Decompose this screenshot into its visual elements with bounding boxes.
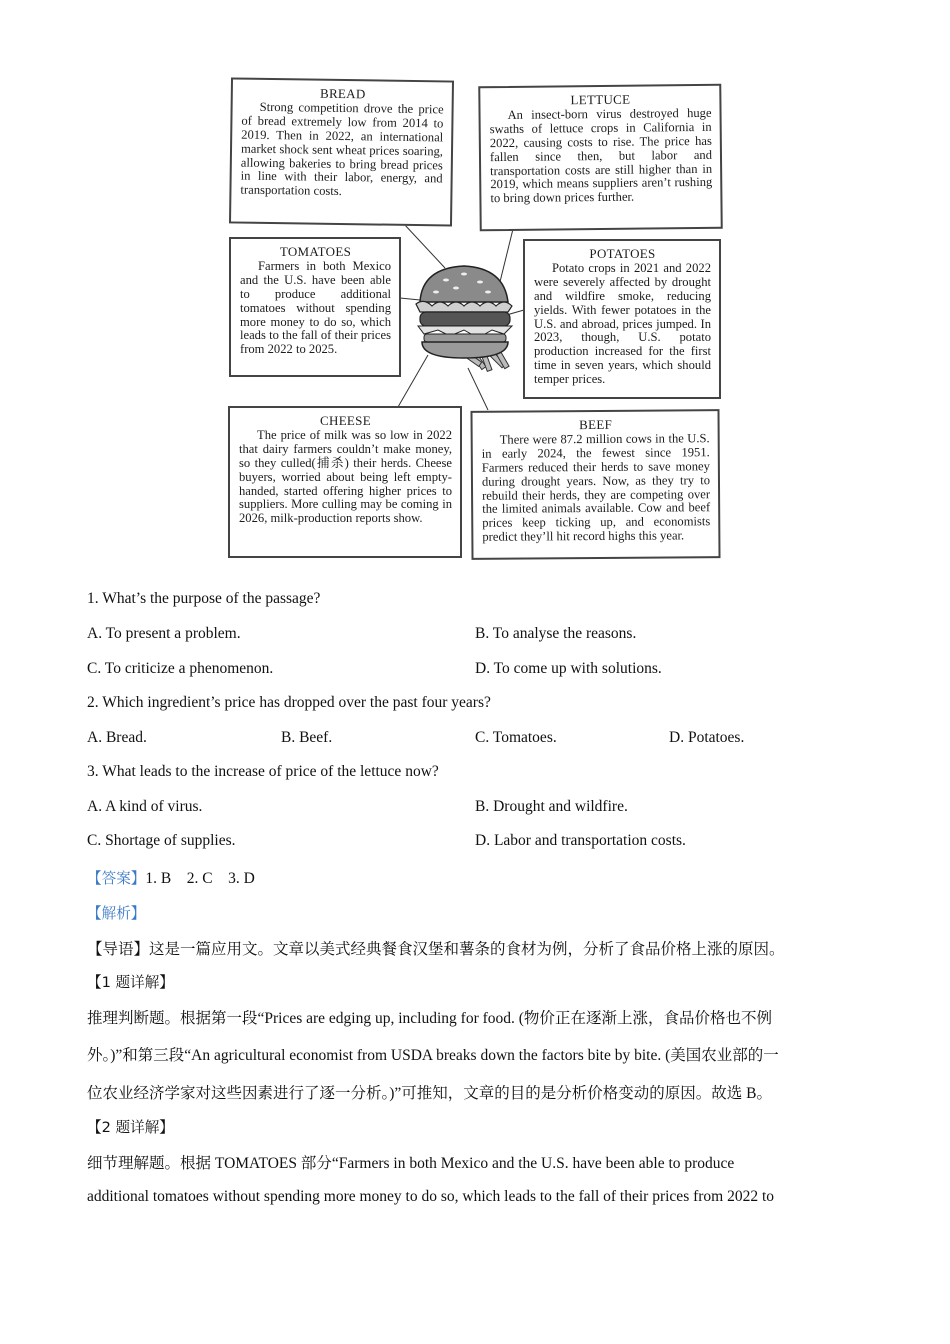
food-price-infographic xyxy=(0,0,950,570)
question-2-stem: 2. Which ingredient’s price has dropped over the past four years? xyxy=(87,694,491,711)
question-3-option-c: C. Shortage of supplies. xyxy=(87,832,236,849)
potatoes-text: Potato crops in 2021 and 2022 were severely affected by drought and wildfire smoke, reducing yields. With fewer potatoes in the U.S. and abroad, prices jumped. In 2023, though, U.S. potato production increased for the first time in seven years, which should temper prices. xyxy=(534,260,711,387)
beef-title: BEEF xyxy=(579,416,613,433)
question-1-stem: 1. What’s the purpose of the passage? xyxy=(87,590,321,607)
burger-fries-icon xyxy=(408,258,526,380)
tomatoes-title: TOMATOES xyxy=(279,244,352,259)
answer-text: 1. B 2. C 3. D xyxy=(145,870,255,887)
question-1-option-c: C. To criticize a phenomenon. xyxy=(87,660,274,677)
tomatoes-text: Farmers in both Mexico and the U.S. have been able to produce additional tomatoes without spending more money to do so, which leads to the fall of their prices from 2022 to 2025. xyxy=(240,258,391,357)
tomatoes-box xyxy=(229,237,401,377)
question-2-option-d: D. Potatoes. xyxy=(669,729,745,746)
question-3-option-b: B. Drought and wildfire. xyxy=(475,798,628,815)
analysis-intro: 【导语】这是一篇应用文。文章以美式经典餐食汉堡和薯条的食材为例，分析了食品价格上涨的原因。 xyxy=(87,940,785,958)
lettuce-box xyxy=(478,84,723,232)
question-2-option-a: A. Bread. xyxy=(87,729,147,746)
question-2-option-c: C. Tomatoes. xyxy=(475,729,557,746)
question-3-stem: 3. What leads to the increase of price of the lettuce now? xyxy=(87,763,439,780)
lettuce-text: An insect-born virus destroyed huge swaths of lettuce crops in California in 2022, causing costs to rise. The price has fallen since then, but labor and transportation costs are still higher than in 2019, which means suppliers aren’t rushing to bring down prices further. xyxy=(489,105,713,206)
potatoes-title: POTATOES xyxy=(589,246,656,261)
bread-box xyxy=(229,77,454,226)
beef-box xyxy=(470,409,720,560)
potatoes-box xyxy=(523,239,721,399)
question-1-option-b: B. To analyse the reasons. xyxy=(475,625,637,642)
bread-title: BREAD xyxy=(319,85,366,102)
q2-detail-heading: 【2 题详解】 xyxy=(87,1119,174,1136)
beef-text: There were 87.2 million cows in the U.S. in early 2024, the fewest since 1951. Farmers reduced their herds to save money during drought years. Now, as they try to rebuild their herds, they are competing over the limited animals available. Cow and beef prices keep ticking up, and economists predict they’ll hit record highs this year. xyxy=(481,431,711,545)
q2-detail-line-1: 细节理解题。根据 TOMATOES 部分“Farmers in both Mexico and the U.S. have been able to produce xyxy=(87,1155,735,1172)
bread-text: Strong competition drove the price of bread extremely low from 2014 to 2019. Then in 2022, an international market shock sent wheat prices soaring, allowing bakeries to bring bread prices in line with their labor, energy, and transportation costs. xyxy=(240,99,444,199)
q1-detail-line-1: 推理判断题。根据第一段“Prices are edging up, including for food. (物价正在逐渐上涨，食品价格也不例 xyxy=(87,1010,772,1027)
question-1-option-d: D. To come up with solutions. xyxy=(475,660,662,677)
question-2-option-b: B. Beef. xyxy=(281,729,333,746)
question-3-option-d: D. Labor and transportation costs. xyxy=(475,832,686,849)
cheese-box xyxy=(228,406,462,558)
question-3-option-a: A. A kind of virus. xyxy=(87,798,203,815)
lettuce-title: LETTUCE xyxy=(570,91,631,108)
question-1-option-a: A. To present a problem. xyxy=(87,625,241,642)
q1-detail-line-2: 外。)”和第三段“An agricultural economist from USDA breaks down the factors bite by bite. (美国农业部的一 xyxy=(87,1047,779,1064)
answer-label: 【答案】 xyxy=(87,870,146,887)
cheese-title: CHEESE xyxy=(320,413,371,428)
q1-detail-line-3: 位农业经济学家对这些因素进行了逐一分析。)”可推知，文章的目的是分析价格变动的原因。故选 B。 xyxy=(87,1085,773,1102)
q2-detail-line-2: additional tomatoes without spending more money to do so, which leads to the fall of their prices from 2022 to xyxy=(87,1188,775,1205)
analysis-label: 【解析】 xyxy=(87,905,146,922)
answer-line xyxy=(87,867,255,888)
q1-detail-heading: 【1 题详解】 xyxy=(87,974,174,991)
cheese-text: The price of milk was so low in 2022 that dairy farmers couldn’t make money, so they culled(捕杀) their herds. Cheese buyers, worried about being left empty-handed, started offering higher prices to suppliers. More culling may be coming in 2026, milk-production reports show. xyxy=(239,427,452,526)
